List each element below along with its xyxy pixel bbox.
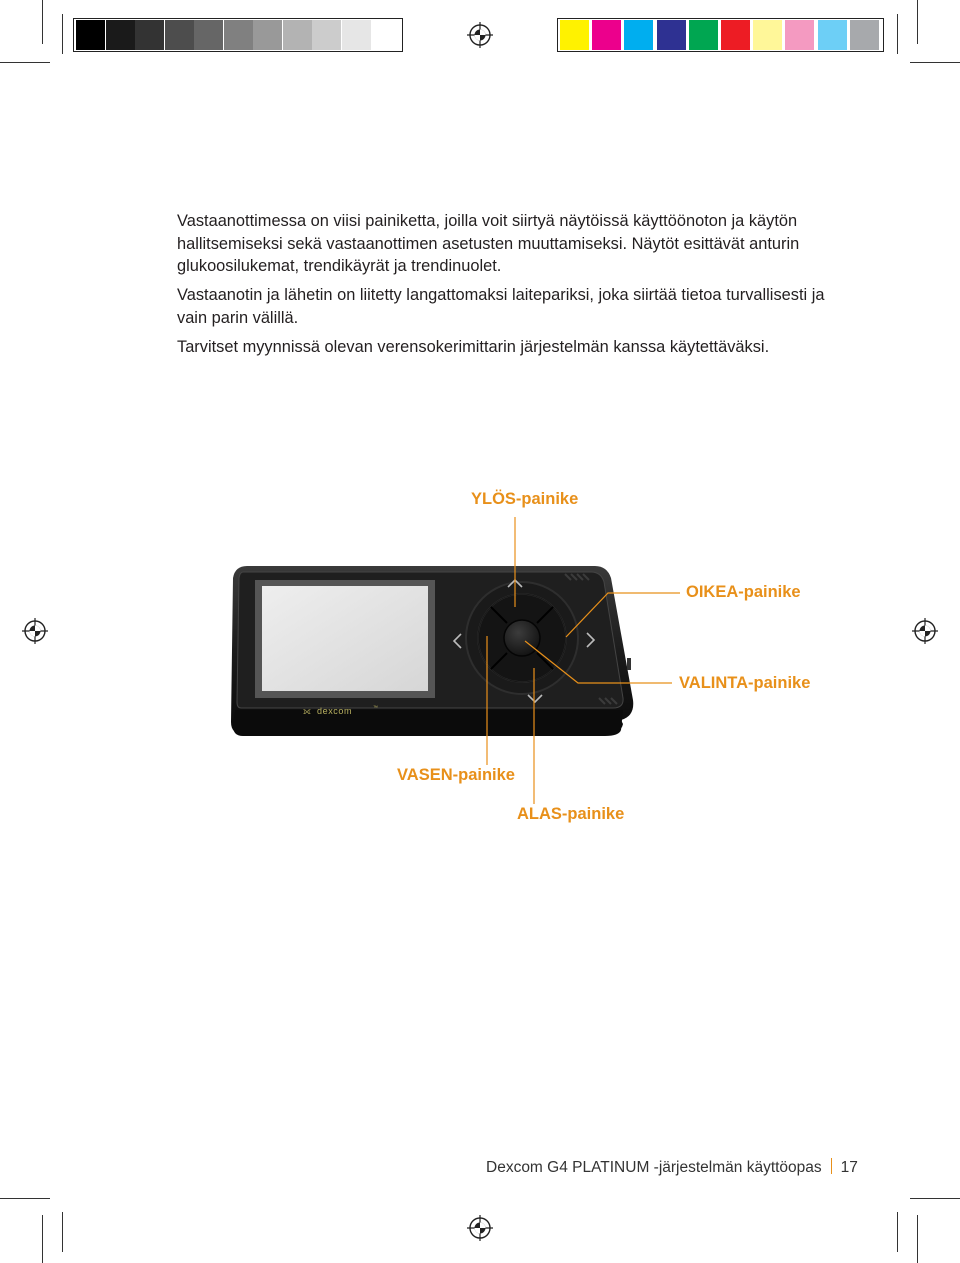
right-button-label: OIKEA-painike (686, 583, 801, 601)
left-button-label: VASEN-painike (397, 766, 515, 784)
up-button-label: YLÖS-painike (471, 490, 579, 508)
select-button-label: VALINTA-painike (679, 674, 811, 692)
meter-paragraph: Tarvitset myynnissä olevan verensokerimittarin järjestelmän kanssa käytettäväksi. (177, 338, 770, 356)
brand-trademark: ™ (373, 705, 378, 711)
down-button-label: ALAS-painike (517, 805, 625, 823)
footer-separator (831, 1158, 832, 1174)
pairing-paragraph: Vastaanotin ja lähetin on liitetty langattomaksi laitepariksi, joka siirtää tietoa turvallisesti ja vain parin välillä. (177, 286, 825, 327)
intro-paragraph: Vastaanottimessa on viisi painiketta, joilla voit siirtyä näytöissä käyttöönoton ja käytön hallitsemiseksi sekä vastaanottimen asetusten muuttamiseksi. Näytöt esittävät anturin glukoosilukemat, trendikäyrät ja trendinuolet. (177, 212, 800, 275)
page-number: 17 (840, 1159, 858, 1176)
svg-text:⟗: ⟗ (303, 706, 311, 716)
footer-title: Dexcom G4 PLATINUM -järjestelmän käyttöopas (486, 1159, 822, 1176)
page-footer (486, 1158, 858, 1177)
brand-logo: dexcom (317, 706, 353, 716)
